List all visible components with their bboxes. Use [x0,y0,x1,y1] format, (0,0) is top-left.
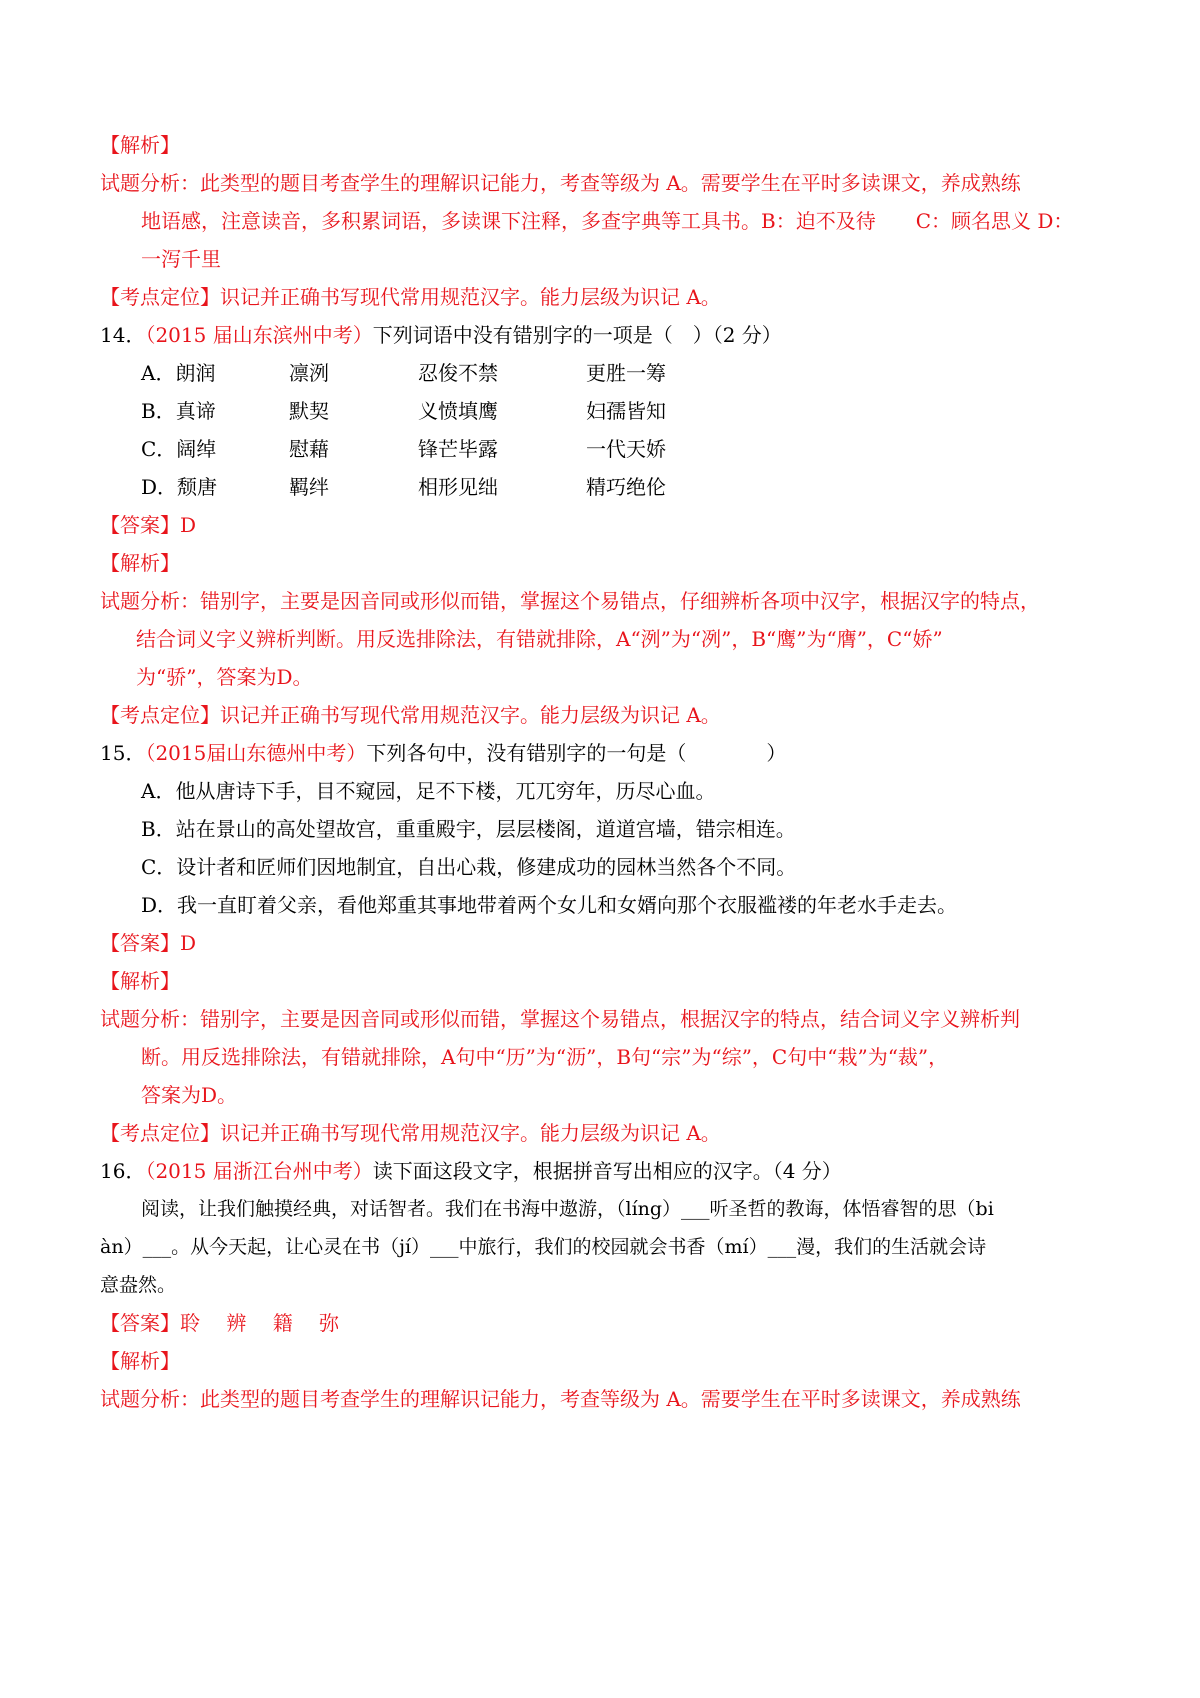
analysis-line: 答案为D。 [141,1083,238,1107]
option-cell: 义愤填鹰 [418,399,498,423]
q15-option-a: A．他从唐诗下手，目不窥园，足不下楼，兀兀穷年，历尽心血。 [141,779,716,803]
question-15-header [100,739,786,767]
question-number: 15． [100,741,146,765]
option-cell: 精巧绝伦 [586,475,666,499]
jiexi-heading: 【解析】 [100,551,180,575]
analysis-line: 结合词义字义辨析判断。用反选排除法，有错就排除，A“洌”为“冽”，B“鹰”为“膺”，C“娇” [136,627,943,651]
option-cell: 锋芒毕露 [418,437,498,461]
option-cell: D．颓唐 [141,475,218,499]
jiexi-heading: 【解析】 [100,133,180,157]
kaodian-line: 【考点定位】识记并正确书写现代常用规范汉字。能力层级为识记 A。 [100,285,721,309]
option-cell: 更胜一筹 [586,361,666,385]
kaodian-line: 【考点定位】识记并正确书写现代常用规范汉字。能力层级为识记 A。 [100,703,721,727]
passage-line: 阅读，让我们触摸经典，对话智者。我们在书海中遨游，（líng）___听圣哲的教诲，体悟睿智的思（bi [141,1198,994,1220]
analysis-line: 试题分析：此类型的题目考查学生的理解识记能力，考查等级为 A。需要学生在平时多读课文，养成熟练 [100,1387,1021,1411]
answer-line: 【答案】聆 辨 籍 弥 [100,1311,340,1335]
analysis-line: 断。用反选排除法，有错就排除，A句中“历”为“沥”，B句“宗”为“综”，C句中“栽”为“裁”， [141,1045,949,1069]
passage-line: àn）___。从今天起，让心灵在书（jí）___中旅行，我们的校园就会书香（mí）___漫，我们的生活就会诗 [100,1236,987,1258]
option-cell: 忍俊不禁 [418,361,498,385]
option-cell: 一代天娇 [586,437,666,461]
question-14-header [100,321,782,349]
question-16-header [100,1157,842,1185]
question-source: （2015 届山东滨州中考） [145,323,373,347]
option-cell: B．真谛 [141,399,216,423]
option-cell: A．朗润 [141,361,216,385]
option-cell: 相形见绌 [418,475,498,499]
analysis-line: 一泻千里 [141,247,221,271]
question-source: （2015 届浙江台州中考） [145,1159,373,1183]
analysis-line: 试题分析：错别字，主要是因音同或形似而错，掌握这个易错点，根据汉字的特点，结合词义字义辨析判 [100,1007,1020,1031]
option-cell: 羁绊 [289,475,329,499]
option-cell: 慰藉 [289,437,329,461]
option-cell: 妇孺皆知 [586,399,666,423]
answer-line: 【答案】D [100,931,197,955]
analysis-line: 为“骄”，答案为D。 [136,665,313,689]
option-cell: 默契 [289,399,329,423]
q15-option-c: C．设计者和匠师们因地制宜，自出心栽，修建成功的园林当然各个不同。 [141,855,797,879]
q15-option-d: D．我一直盯着父亲，看他郑重其事地带着两个女儿和女婿向那个衣服褴褛的年老水手走去。 [141,893,958,917]
analysis-line: 试题分析：此类型的题目考查学生的理解识记能力，考查等级为 A。需要学生在平时多读课文，养成熟练 [100,171,1021,195]
question-stem: 读下面这段文字，根据拼音写出相应的汉字。（4 分） [372,1159,842,1183]
option-cell: C．阔绰 [141,437,217,461]
answer-line: 【答案】D [100,513,197,537]
question-number: 16． [100,1159,146,1183]
question-stem: 下列各句中，没有错别字的一句是（ ） [366,741,787,765]
option-cell: 凛洌 [289,361,329,385]
q15-option-b: B．站在景山的高处望故宫，重重殿宇，层层楼阁，道道宫墙，错宗相连。 [141,817,796,841]
kaodian-line: 【考点定位】识记并正确书写现代常用规范汉字。能力层级为识记 A。 [100,1121,721,1145]
question-number: 14． [100,323,146,347]
jiexi-heading: 【解析】 [100,969,180,993]
question-source: （2015届山东德州中考） [145,741,367,765]
analysis-line: 试题分析：错别字，主要是因音同或形似而错，掌握这个易错点，仔细辨析各项中汉字，根据汉字的特点， [100,589,1040,613]
jiexi-heading: 【解析】 [100,1349,180,1373]
passage-line: 意盎然。 [100,1274,177,1296]
analysis-line: 地语感，注意读音，多积累词语，多读课下注释，多查字典等工具书。B：迫不及待 C：顾名思义 D： [141,209,1074,233]
question-stem: 下列词语中没有错别字的一项是（ ）（2 分） [372,323,782,347]
